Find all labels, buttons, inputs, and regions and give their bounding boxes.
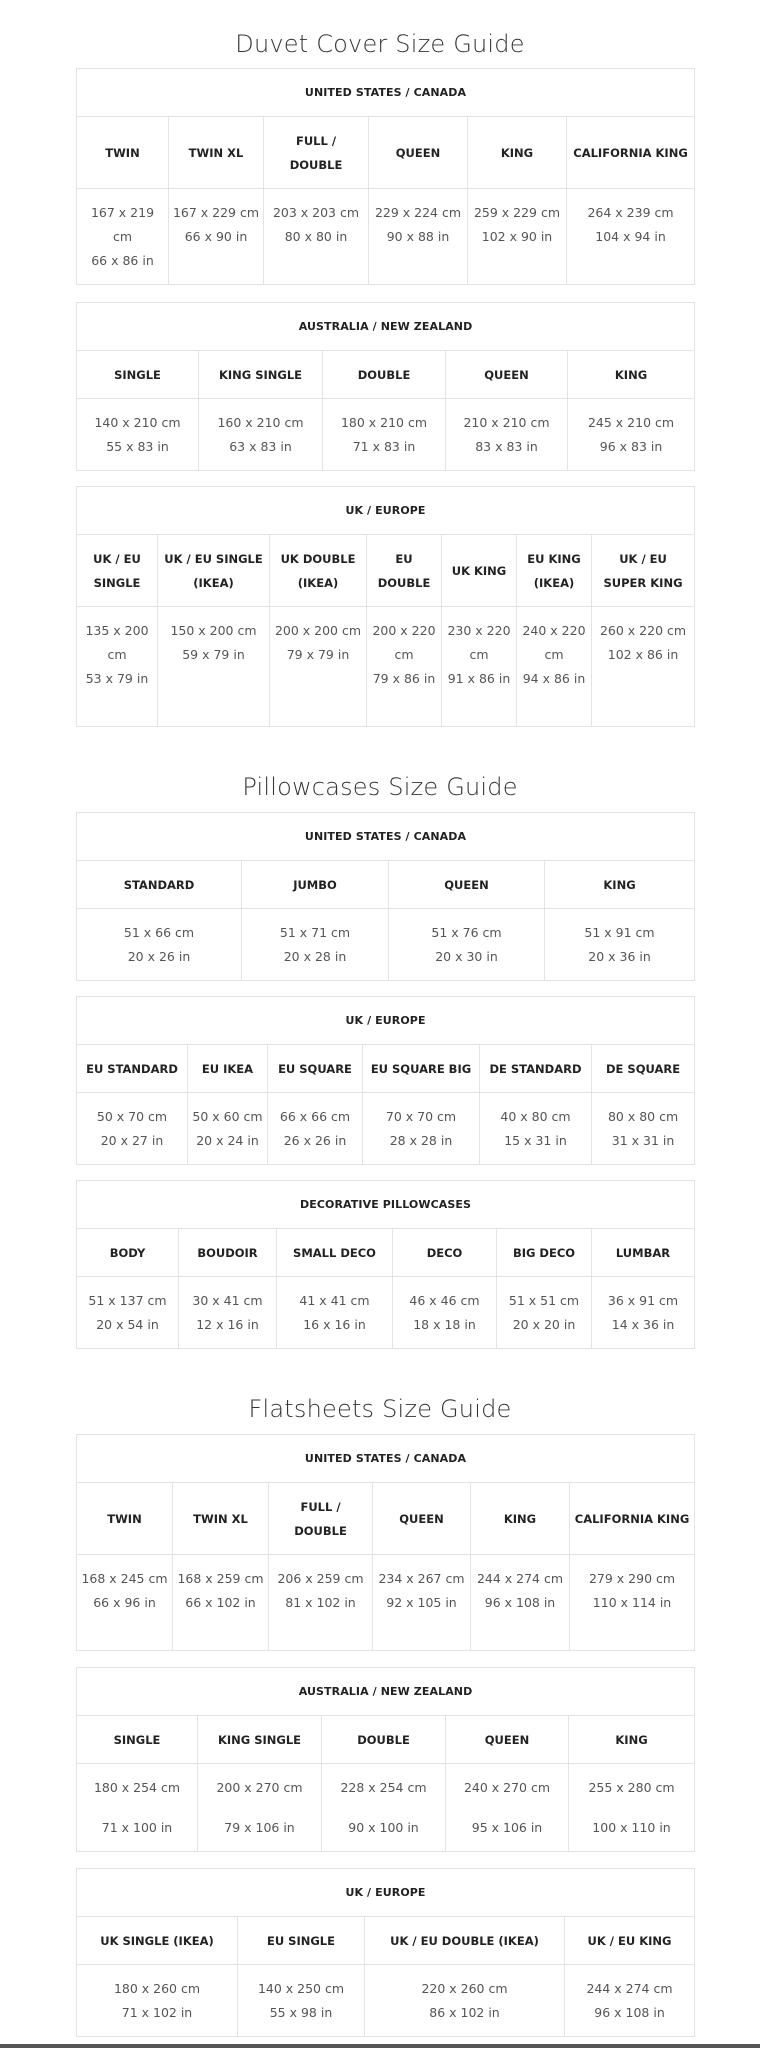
size-cell: 51 x 76 cm 20 x 30 in — [389, 909, 545, 981]
size-cell: 66 x 66 cm 26 x 26 in — [268, 1093, 363, 1165]
column-header: UK / EU SINGLE — [77, 535, 158, 607]
size-cell: 228 x 254 cm 90 x 100 in — [322, 1764, 446, 1852]
column-header: EU SQUARE BIG — [363, 1045, 480, 1093]
column-header: EU SINGLE — [238, 1917, 365, 1965]
size-cell: 140 x 250 cm 55 x 98 in — [238, 1965, 365, 2037]
size-cell: 210 x 210 cm 83 x 83 in — [446, 399, 568, 471]
column-header: SINGLE — [77, 351, 199, 399]
size-cell: 30 x 41 cm 12 x 16 in — [179, 1277, 277, 1349]
size-cell: 230 x 220 cm 91 x 86 in — [442, 607, 517, 727]
column-header: QUEEN — [369, 117, 468, 189]
size-cell: 255 x 280 cm 100 x 110 in — [569, 1764, 695, 1852]
section-title-duvet: Duvet Cover Size Guide — [235, 30, 525, 58]
size-cell: 260 x 220 cm 102 x 86 in — [592, 607, 695, 727]
column-header: QUEEN — [373, 1483, 471, 1555]
pillow-decorative-table — [76, 1180, 695, 1349]
size-cell: 167 x 219 cm 66 x 86 in — [77, 189, 169, 285]
section-title-flatsheets: Flatsheets Size Guide — [248, 1395, 512, 1423]
column-header: QUEEN — [389, 861, 545, 909]
size-cell: 160 x 210 cm 63 x 83 in — [199, 399, 323, 471]
size-cell: 245 x 210 cm 96 x 83 in — [568, 399, 695, 471]
size-cell: 180 x 210 cm 71 x 83 in — [323, 399, 446, 471]
size-cell: 229 x 224 cm 90 x 88 in — [369, 189, 468, 285]
size-cell: 135 x 200 cm 53 x 79 in — [77, 607, 158, 727]
size-cell: 244 x 274 cm 96 x 108 in — [471, 1555, 570, 1651]
column-header: KING SINGLE — [199, 351, 323, 399]
column-header: EU STANDARD — [77, 1045, 188, 1093]
pillow-us-canada-table — [76, 812, 695, 981]
size-cell: 40 x 80 cm 15 x 31 in — [480, 1093, 592, 1165]
table-region-title: UK / EUROPE — [77, 487, 695, 535]
size-cell: 203 x 203 cm 80 x 80 in — [264, 189, 369, 285]
column-header: DECO — [393, 1229, 497, 1277]
column-header: BODY — [77, 1229, 179, 1277]
size-cell: 200 x 270 cm 79 x 106 in — [198, 1764, 322, 1852]
duvet-au-nz-table — [76, 302, 695, 471]
column-header: DE SQUARE — [592, 1045, 695, 1093]
size-cell: 200 x 200 cm 79 x 79 in — [270, 607, 367, 727]
column-header: UK / EU KING — [565, 1917, 695, 1965]
column-header: EU KING (IKEA) — [517, 535, 592, 607]
flat-uk-europe-table — [76, 1868, 695, 2037]
table-region-title: UNITED STATES / CANADA — [77, 1435, 695, 1483]
size-cell: 80 x 80 cm 31 x 31 in — [592, 1093, 695, 1165]
column-header: LUMBAR — [592, 1229, 695, 1277]
column-header: EU IKEA — [188, 1045, 268, 1093]
size-cell: 51 x 91 cm 20 x 36 in — [545, 909, 695, 981]
size-cell: 180 x 254 cm 71 x 100 in — [77, 1764, 198, 1852]
column-header: KING — [468, 117, 567, 189]
column-header: CALIFORNIA KING — [567, 117, 695, 189]
column-header: BIG DECO — [497, 1229, 592, 1277]
flat-us-canada-table — [76, 1434, 695, 1651]
column-header: TWIN — [77, 1483, 173, 1555]
size-cell: 259 x 229 cm 102 x 90 in — [468, 189, 567, 285]
column-header: UK / EU SUPER KING — [592, 535, 695, 607]
size-cell: 51 x 51 cm 20 x 20 in — [497, 1277, 592, 1349]
bottom-bar — [0, 2044, 760, 2048]
column-header: KING SINGLE — [198, 1716, 322, 1764]
column-header: STANDARD — [77, 861, 242, 909]
column-header: DOUBLE — [323, 351, 446, 399]
column-header: KING — [568, 351, 695, 399]
size-cell: 168 x 245 cm 66 x 96 in — [77, 1555, 173, 1651]
column-header: FULL / DOUBLE — [269, 1483, 373, 1555]
column-header: BOUDOIR — [179, 1229, 277, 1277]
column-header: TWIN XL — [169, 117, 264, 189]
section-title-pillowcases: Pillowcases Size Guide — [242, 773, 518, 801]
size-cell: 264 x 239 cm 104 x 94 in — [567, 189, 695, 285]
column-header: DOUBLE — [322, 1716, 446, 1764]
table-region-title: UNITED STATES / CANADA — [77, 813, 695, 861]
column-header: UK / EU SINGLE (IKEA) — [158, 535, 270, 607]
column-header: UK SINGLE (IKEA) — [77, 1917, 238, 1965]
size-cell: 206 x 259 cm 81 x 102 in — [269, 1555, 373, 1651]
flat-au-nz-table — [76, 1667, 695, 1852]
size-cell: 51 x 71 cm 20 x 28 in — [242, 909, 389, 981]
column-header: TWIN — [77, 117, 169, 189]
size-cell: 167 x 229 cm 66 x 90 in — [169, 189, 264, 285]
table-region-title: AUSTRALIA / NEW ZEALAND — [77, 1668, 695, 1716]
column-header: QUEEN — [446, 1716, 569, 1764]
table-region-title: UK / EUROPE — [77, 997, 695, 1045]
column-header: KING — [545, 861, 695, 909]
table-region-title: AUSTRALIA / NEW ZEALAND — [77, 303, 695, 351]
column-header: UK KING — [442, 535, 517, 607]
size-cell: 46 x 46 cm 18 x 18 in — [393, 1277, 497, 1349]
size-cell: 50 x 60 cm 20 x 24 in — [188, 1093, 268, 1165]
size-cell: 140 x 210 cm 55 x 83 in — [77, 399, 199, 471]
duvet-uk-europe-table — [76, 486, 695, 727]
column-header: UK DOUBLE (IKEA) — [270, 535, 367, 607]
size-cell: 51 x 137 cm 20 x 54 in — [77, 1277, 179, 1349]
column-header: KING — [569, 1716, 695, 1764]
size-cell: 150 x 200 cm 59 x 79 in — [158, 607, 270, 727]
column-header: KING — [471, 1483, 570, 1555]
column-header: EU DOUBLE — [367, 535, 442, 607]
size-cell: 50 x 70 cm 20 x 27 in — [77, 1093, 188, 1165]
size-cell: 51 x 66 cm 20 x 26 in — [77, 909, 242, 981]
size-cell: 234 x 267 cm 92 x 105 in — [373, 1555, 471, 1651]
column-header: CALIFORNIA KING — [570, 1483, 695, 1555]
column-header: DE STANDARD — [480, 1045, 592, 1093]
table-region-title: UNITED STATES / CANADA — [77, 69, 695, 117]
size-cell: 180 x 260 cm 71 x 102 in — [77, 1965, 238, 2037]
size-cell: 240 x 220 cm 94 x 86 in — [517, 607, 592, 727]
column-header: SMALL DECO — [277, 1229, 393, 1277]
pillow-uk-europe-table — [76, 996, 695, 1165]
column-header: FULL / DOUBLE — [264, 117, 369, 189]
column-header: UK / EU DOUBLE (IKEA) — [365, 1917, 565, 1965]
size-cell: 168 x 259 cm 66 x 102 in — [173, 1555, 269, 1651]
size-cell: 240 x 270 cm 95 x 106 in — [446, 1764, 569, 1852]
size-cell: 279 x 290 cm 110 x 114 in — [570, 1555, 695, 1651]
duvet-us-canada-table — [76, 68, 695, 285]
size-cell: 220 x 260 cm 86 x 102 in — [365, 1965, 565, 2037]
table-region-title: DECORATIVE PILLOWCASES — [77, 1181, 695, 1229]
size-cell: 70 x 70 cm 28 x 28 in — [363, 1093, 480, 1165]
size-cell: 244 x 274 cm 96 x 108 in — [565, 1965, 695, 2037]
column-header: TWIN XL — [173, 1483, 269, 1555]
column-header: EU SQUARE — [268, 1045, 363, 1093]
size-cell: 200 x 220 cm 79 x 86 in — [367, 607, 442, 727]
table-region-title: UK / EUROPE — [77, 1869, 695, 1917]
column-header: SINGLE — [77, 1716, 198, 1764]
size-cell: 41 x 41 cm 16 x 16 in — [277, 1277, 393, 1349]
column-header: QUEEN — [446, 351, 568, 399]
column-header: JUMBO — [242, 861, 389, 909]
size-cell: 36 x 91 cm 14 x 36 in — [592, 1277, 695, 1349]
